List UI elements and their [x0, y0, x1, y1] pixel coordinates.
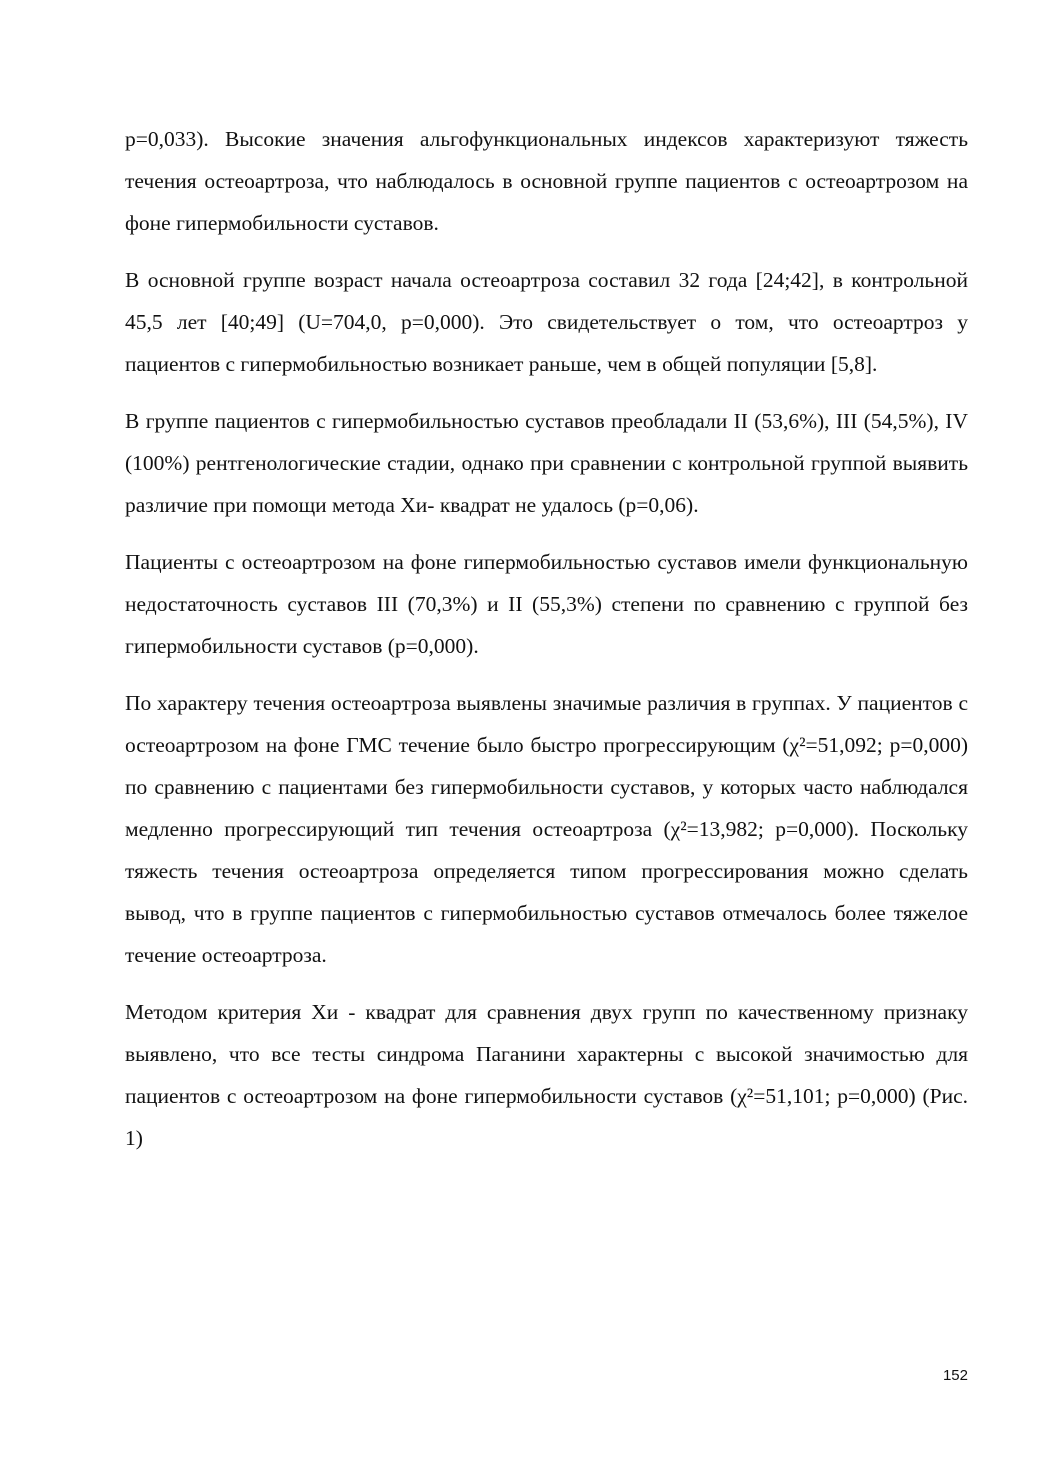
paragraph-1: p=0,033). Высокие значения альгофункциональных индексов характеризуют тяжесть течения остеоартроза, что наблюдалось в основной группе пациентов с остеоартрозом на фоне гипермобильности суставов. [125, 127, 968, 235]
paragraph-3: В группе пациентов с гипермобильностью суставов преобладали II (53,6%), III (54,5%), IV (100%) рентгенологические стадии, однако при сравнении с контрольной группой выявить различие при помощи метода Хи- квадрат не удалось (p=0,06). [125, 409, 968, 517]
page-number: 152 [942, 1367, 968, 1384]
paragraph-2: В основной группе возраст начала остеоартроза составил 32 года [24;42], в контрольной 45,5 лет [40;49] (U=704,0, p=0,000). Это свидетельствует о том, что остеоартроз у пациентов с гипермобильностью возникает раньше, чем в общей популяции [5,8]. [125, 268, 968, 376]
document-body [125, 118, 968, 1174]
paragraph-4: Пациенты с остеоартрозом на фоне гипермобильностью суставов имели функциональную недостаточность суставов III (70,3%) и II (55,3%) степени по сравнению с группой без гипермобильности суставов (p=0,000). [125, 550, 968, 658]
paragraph-6: Методом критерия Хи - квадрат для сравнения двух групп по качественному признаку выявлено, что все тесты синдрома Паганини характерны с высокой значимостью для пациентов с остеоартрозом на фоне гипермобильности суставов (χ²=51,101; p=0,000) (Рис. 1) [125, 1000, 968, 1150]
paragraph-5: По характеру течения остеоартроза выявлены значимые различия в группах. У пациентов с остеоартрозом на фоне ГМС течение было быстро прогрессирующим (χ²=51,092; p=0,000) по сравнению с пациентами без гипермобильности суставов, у которых часто наблюдался медленно прогрессирующий тип течения остеоартроза (χ²=13,982; p=0,000). Поскольку тяжесть течения остеоартроза определяется типом прогрессирования можно сделать вывод, что в группе пациентов с гипермобильностью суставов отмечалось более тяжелое течение остеоартроза. [125, 691, 968, 967]
